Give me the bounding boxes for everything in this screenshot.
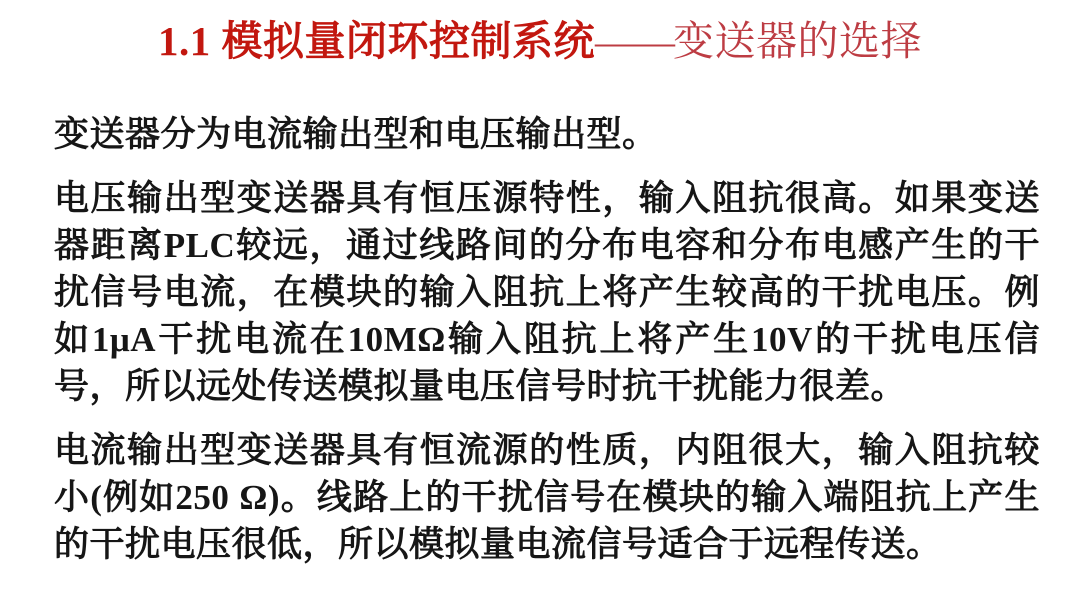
slide-title-separator: —— (595, 18, 673, 64)
slide-title-subtitle: 变送器的选择 (673, 18, 922, 64)
slide-title-main: 1.1 模拟量闭环控制系统 (158, 18, 595, 64)
slide-title (0, 0, 1080, 65)
paragraph-current-output-transmitter: 电流输出型变送器具有恒流源的性质，内阻很大，输入阻抗较小(例如250 Ω)。线路上的干扰信号在模块的输入端阻抗上产生的干扰电压很低，所以模拟量电流信号适合于远程传送。 (54, 431, 1040, 564)
paragraph-transmitter-types: 变送器分为电流输出型和电压输出型。 (54, 115, 658, 154)
paragraph-voltage-output-transmitter: 电压输出型变送器具有恒压源特性，输入阻抗很高。如果变送器距离PLC较远，通过线路间的分布电容和分布电感产生的干扰信号电流，在模块的输入阻抗上将产生较高的干扰电压。例如1μA干扰电流在10MΩ输入阻抗上将产生10V的干扰电压信号，所以远处传送模拟量电压信号时抗干扰能力很差。 (54, 179, 1040, 406)
slide-body (0, 65, 1080, 568)
